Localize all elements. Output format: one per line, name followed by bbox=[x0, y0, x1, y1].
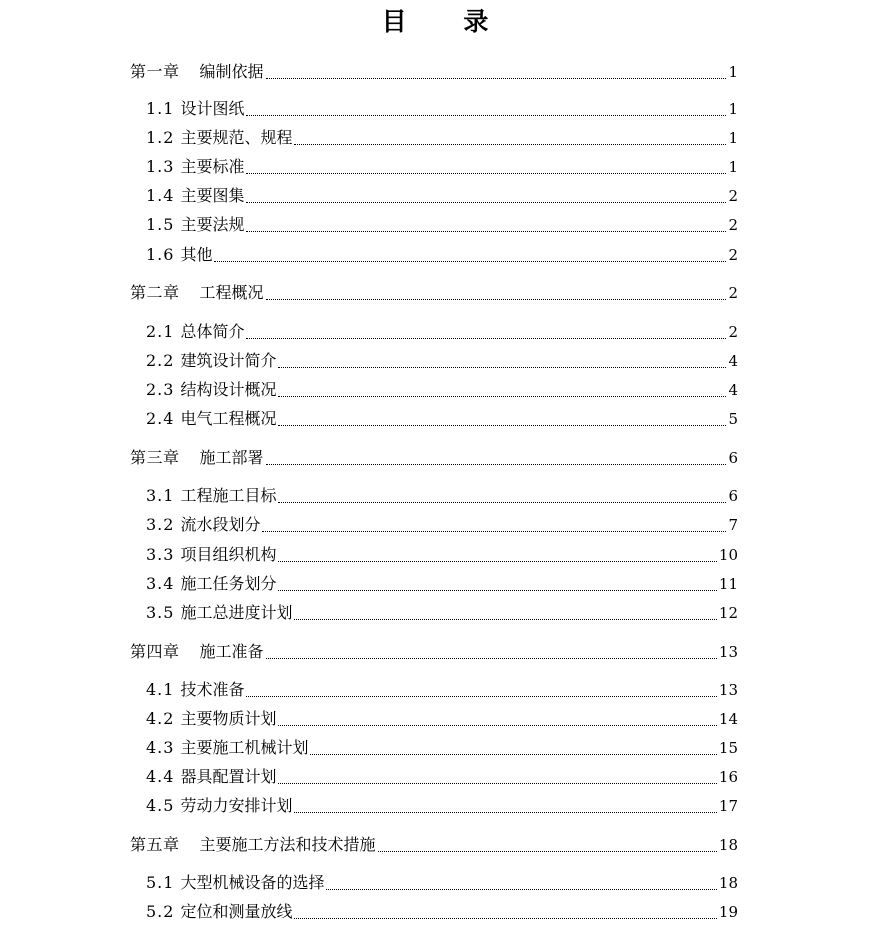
toc-page-number: 19 bbox=[718, 903, 738, 921]
toc-dot-leader bbox=[246, 173, 726, 174]
toc-entry-number: 第五章 bbox=[130, 835, 180, 854]
toc-entry-label: 设计图纸 bbox=[180, 99, 245, 118]
toc-dot-leader bbox=[294, 812, 716, 813]
toc-section-entry[interactable] bbox=[146, 349, 738, 373]
toc-entry-number: 第四章 bbox=[130, 642, 180, 661]
toc-page-number: 4 bbox=[728, 352, 738, 370]
toc-entry-label: 主要图集 bbox=[180, 186, 245, 205]
toc-section-entry[interactable] bbox=[146, 601, 738, 625]
toc-page-number: 17 bbox=[718, 797, 738, 815]
toc-page-number: 13 bbox=[718, 643, 738, 661]
toc-entry-number: 1.5 bbox=[146, 215, 175, 234]
toc-dot-leader bbox=[278, 725, 716, 726]
toc-page-number: 2 bbox=[728, 187, 738, 205]
toc-section-entry[interactable] bbox=[146, 407, 738, 431]
toc-dot-leader bbox=[294, 918, 716, 919]
toc-dot-leader bbox=[246, 231, 726, 232]
toc-dot-leader bbox=[278, 590, 716, 591]
toc-section-entry[interactable] bbox=[146, 513, 738, 537]
toc-entry-number: 1.4 bbox=[146, 186, 175, 205]
toc-dot-leader bbox=[278, 396, 726, 397]
toc-section-entry[interactable] bbox=[146, 871, 738, 895]
toc-entry-label: 编制依据 bbox=[199, 62, 264, 81]
toc-entry-number: 5.1 bbox=[146, 873, 175, 892]
toc-page-number: 15 bbox=[718, 739, 738, 757]
toc-page-number: 1 bbox=[728, 63, 738, 81]
toc-entry-label: 结构设计概况 bbox=[180, 380, 277, 399]
toc-page-number: 2 bbox=[728, 246, 738, 264]
toc-entry-number: 2.3 bbox=[146, 380, 175, 399]
toc-section-entry[interactable] bbox=[146, 320, 738, 344]
toc-entry-label: 器具配置计划 bbox=[180, 767, 277, 786]
toc-section-entry[interactable] bbox=[146, 184, 738, 208]
toc-page-number: 2 bbox=[728, 323, 738, 341]
toc-entry-number: 4.4 bbox=[146, 767, 175, 786]
toc-entry-label: 主要法规 bbox=[180, 215, 245, 234]
toc-dot-leader bbox=[246, 115, 726, 116]
toc-entry-label: 工程施工目标 bbox=[180, 486, 277, 505]
toc-entry-label: 工程概况 bbox=[199, 283, 264, 302]
toc-entry-number: 第一章 bbox=[130, 62, 180, 81]
toc-page-number: 1 bbox=[728, 100, 738, 118]
toc-page-number: 18 bbox=[718, 874, 738, 892]
toc-section-entry[interactable] bbox=[146, 97, 738, 121]
toc-dot-leader bbox=[266, 464, 727, 465]
toc-section-entry[interactable] bbox=[146, 543, 738, 567]
toc-entry-label: 流水段划分 bbox=[180, 515, 261, 534]
toc-entry-label: 定位和测量放线 bbox=[180, 902, 293, 921]
toc-page-number: 6 bbox=[728, 449, 738, 467]
toc-entry-label: 施工总进度计划 bbox=[180, 603, 293, 622]
toc-page-number: 16 bbox=[718, 768, 738, 786]
toc-chapter-entry[interactable] bbox=[130, 446, 738, 470]
toc-entry-number: 第二章 bbox=[130, 283, 180, 302]
toc-chapter-entry[interactable] bbox=[130, 60, 738, 84]
toc-dot-leader bbox=[246, 338, 726, 339]
toc-entry-number: 1.1 bbox=[146, 99, 175, 118]
toc-page-number: 5 bbox=[728, 410, 738, 428]
toc-section-entry[interactable] bbox=[146, 736, 738, 760]
toc-entry-label: 主要物质计划 bbox=[180, 709, 277, 728]
toc-dot-leader bbox=[266, 78, 727, 79]
toc-entry-number: 第三章 bbox=[130, 448, 180, 467]
toc-dot-leader bbox=[326, 889, 716, 890]
toc-entry-label: 施工准备 bbox=[199, 642, 264, 661]
toc-entry-number: 4.3 bbox=[146, 738, 175, 757]
toc-entry-label: 施工部署 bbox=[199, 448, 264, 467]
toc-entry-label: 电气工程概况 bbox=[180, 409, 277, 428]
toc-entry-label: 技术准备 bbox=[180, 680, 245, 699]
toc-dot-leader bbox=[278, 783, 716, 784]
toc-dot-leader bbox=[278, 425, 726, 426]
toc-section-entry[interactable] bbox=[146, 678, 738, 702]
toc-entry-number: 1.2 bbox=[146, 128, 175, 147]
toc-page-number: 2 bbox=[728, 284, 738, 302]
toc-entry-number: 3.4 bbox=[146, 574, 175, 593]
toc-entry-number: 2.1 bbox=[146, 322, 175, 341]
toc-dot-leader bbox=[294, 144, 726, 145]
toc-entry-label: 大型机械设备的选择 bbox=[180, 873, 325, 892]
toc-entry-number: 3.5 bbox=[146, 603, 175, 622]
toc-entry-number: 2.2 bbox=[146, 351, 175, 370]
toc-page-number: 18 bbox=[718, 836, 738, 854]
toc-dot-leader bbox=[278, 561, 716, 562]
toc-page-number: 2 bbox=[728, 216, 738, 234]
toc-section-entry[interactable] bbox=[146, 765, 738, 789]
toc-dot-leader bbox=[246, 696, 716, 697]
toc-page-number: 1 bbox=[728, 158, 738, 176]
toc-section-entry[interactable] bbox=[146, 484, 738, 508]
toc-page-number: 11 bbox=[718, 575, 738, 593]
toc-entry-label: 主要规范、规程 bbox=[180, 128, 293, 147]
toc-page-number: 13 bbox=[718, 681, 738, 699]
toc-section-entry[interactable] bbox=[146, 572, 738, 596]
toc-page-number: 1 bbox=[728, 129, 738, 147]
page-title: 目 录 bbox=[381, 7, 513, 36]
toc-entry-number: 3.2 bbox=[146, 515, 175, 534]
toc-entry-number: 1.3 bbox=[146, 157, 175, 176]
toc-entry-label: 劳动力安排计划 bbox=[180, 796, 293, 815]
toc-chapter-entry[interactable] bbox=[130, 833, 738, 857]
toc-page-number: 12 bbox=[718, 604, 738, 622]
toc-page-number: 14 bbox=[718, 710, 738, 728]
toc-section-entry[interactable] bbox=[146, 707, 738, 731]
toc-section-entry[interactable] bbox=[146, 243, 738, 267]
toc-page-number: 6 bbox=[728, 487, 738, 505]
toc-entry-label: 施工任务划分 bbox=[180, 574, 277, 593]
toc-entry-number: 3.1 bbox=[146, 486, 175, 505]
toc-dot-leader bbox=[278, 367, 726, 368]
toc-dot-leader bbox=[278, 502, 726, 503]
toc-page-number: 7 bbox=[728, 516, 738, 534]
toc-entry-label: 项目组织机构 bbox=[180, 545, 277, 564]
toc-dot-leader bbox=[378, 851, 717, 852]
toc-entry-number: 3.3 bbox=[146, 545, 175, 564]
toc-section-entry[interactable] bbox=[146, 126, 738, 150]
toc-section-entry[interactable] bbox=[146, 900, 738, 924]
toc-entry-number: 5.2 bbox=[146, 902, 175, 921]
toc-dot-leader bbox=[214, 261, 726, 262]
toc-entry-number: 4.5 bbox=[146, 796, 175, 815]
toc-entry-number: 4.2 bbox=[146, 709, 175, 728]
toc-section-entry[interactable] bbox=[146, 794, 738, 818]
toc-page-number: 4 bbox=[728, 381, 738, 399]
toc-section-entry[interactable] bbox=[146, 213, 738, 237]
toc-dot-leader bbox=[310, 754, 716, 755]
toc-entry-number: 2.4 bbox=[146, 409, 175, 428]
toc-dot-leader bbox=[246, 202, 726, 203]
toc-entry-label: 其他 bbox=[180, 245, 213, 264]
toc-chapter-entry[interactable] bbox=[130, 281, 738, 305]
toc-section-entry[interactable] bbox=[146, 378, 738, 402]
toc-entry-label: 主要标准 bbox=[180, 157, 245, 176]
toc-dot-leader bbox=[266, 658, 717, 659]
toc-dot-leader bbox=[294, 619, 716, 620]
toc-entry-label: 建筑设计简介 bbox=[180, 351, 277, 370]
toc-entry-number: 1.6 bbox=[146, 245, 175, 264]
toc-entry-label: 主要施工机械计划 bbox=[180, 738, 309, 757]
toc-dot-leader bbox=[262, 531, 726, 532]
toc-page-number: 10 bbox=[718, 546, 738, 564]
toc-chapter-entry[interactable] bbox=[130, 640, 738, 664]
toc-dot-leader bbox=[266, 299, 727, 300]
toc-entry-label: 主要施工方法和技术措施 bbox=[199, 835, 376, 854]
toc-entry-label: 总体简介 bbox=[180, 322, 245, 341]
toc-entry-number: 4.1 bbox=[146, 680, 175, 699]
toc-section-entry[interactable] bbox=[146, 155, 738, 179]
